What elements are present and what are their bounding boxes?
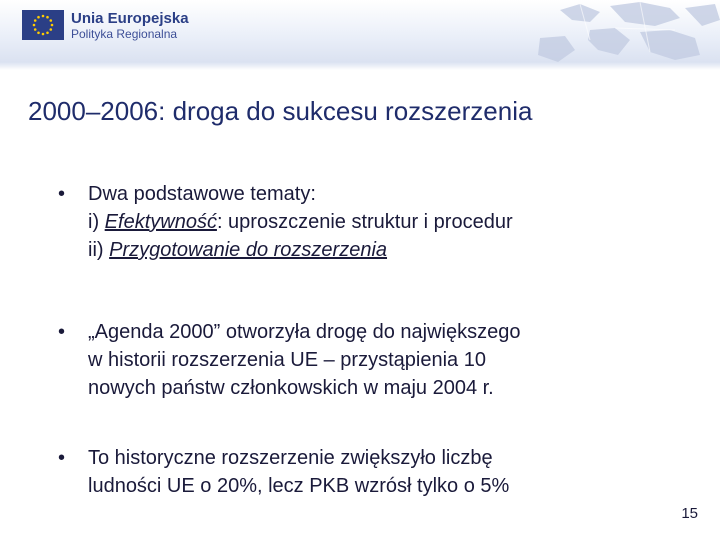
- bullet-3-line-2: ludności UE o 20%, lecz PKB wzrósł tylko o 5%: [88, 475, 510, 497]
- term-efektywnosc: Efektywność: [104, 211, 217, 233]
- bullet-2-line-2: w historii rozszerzenia UE – przystąpienia 10: [88, 349, 486, 371]
- bullet-3-line-1: To historyczne rozszerzenie zwiększyło liczbę: [88, 447, 493, 469]
- bullet-2-line-1: „Agenda 2000” otworzyła drogę do największego: [88, 321, 521, 343]
- bullet-2: [58, 318, 688, 402]
- bullet-1-line-1: Dwa podstawowe tematy:: [88, 183, 316, 205]
- bullet-1-line-2: i) Efektywność: uproszczenie struktur i procedur: [88, 211, 513, 233]
- eu-flag-icon: [22, 10, 64, 40]
- europe-map-decoration: [440, 0, 720, 70]
- eu-logo: [22, 10, 189, 40]
- bullet-2-line-3: nowych państw członkowskich w maju 2004 r.: [88, 377, 494, 399]
- bullet-1: [58, 180, 688, 264]
- bullet-marker: •: [58, 321, 66, 343]
- bullet-1-line-3: ii) Przygotowanie do rozszerzenia: [88, 239, 388, 261]
- logo-title: Unia Europejska: [71, 9, 189, 27]
- bullet-marker: •: [58, 447, 66, 469]
- bullet-marker: •: [58, 183, 66, 205]
- bullet-3: [58, 444, 688, 500]
- term-przygotowanie: Przygotowanie do rozszerzenia: [109, 239, 388, 261]
- slide-title: 2000–2006: droga do sukcesu rozszerzenia: [28, 96, 533, 126]
- page-number: 15: [681, 505, 698, 522]
- logo-subtitle: Polityka Regionalna: [71, 26, 178, 41]
- header-band: [0, 0, 720, 70]
